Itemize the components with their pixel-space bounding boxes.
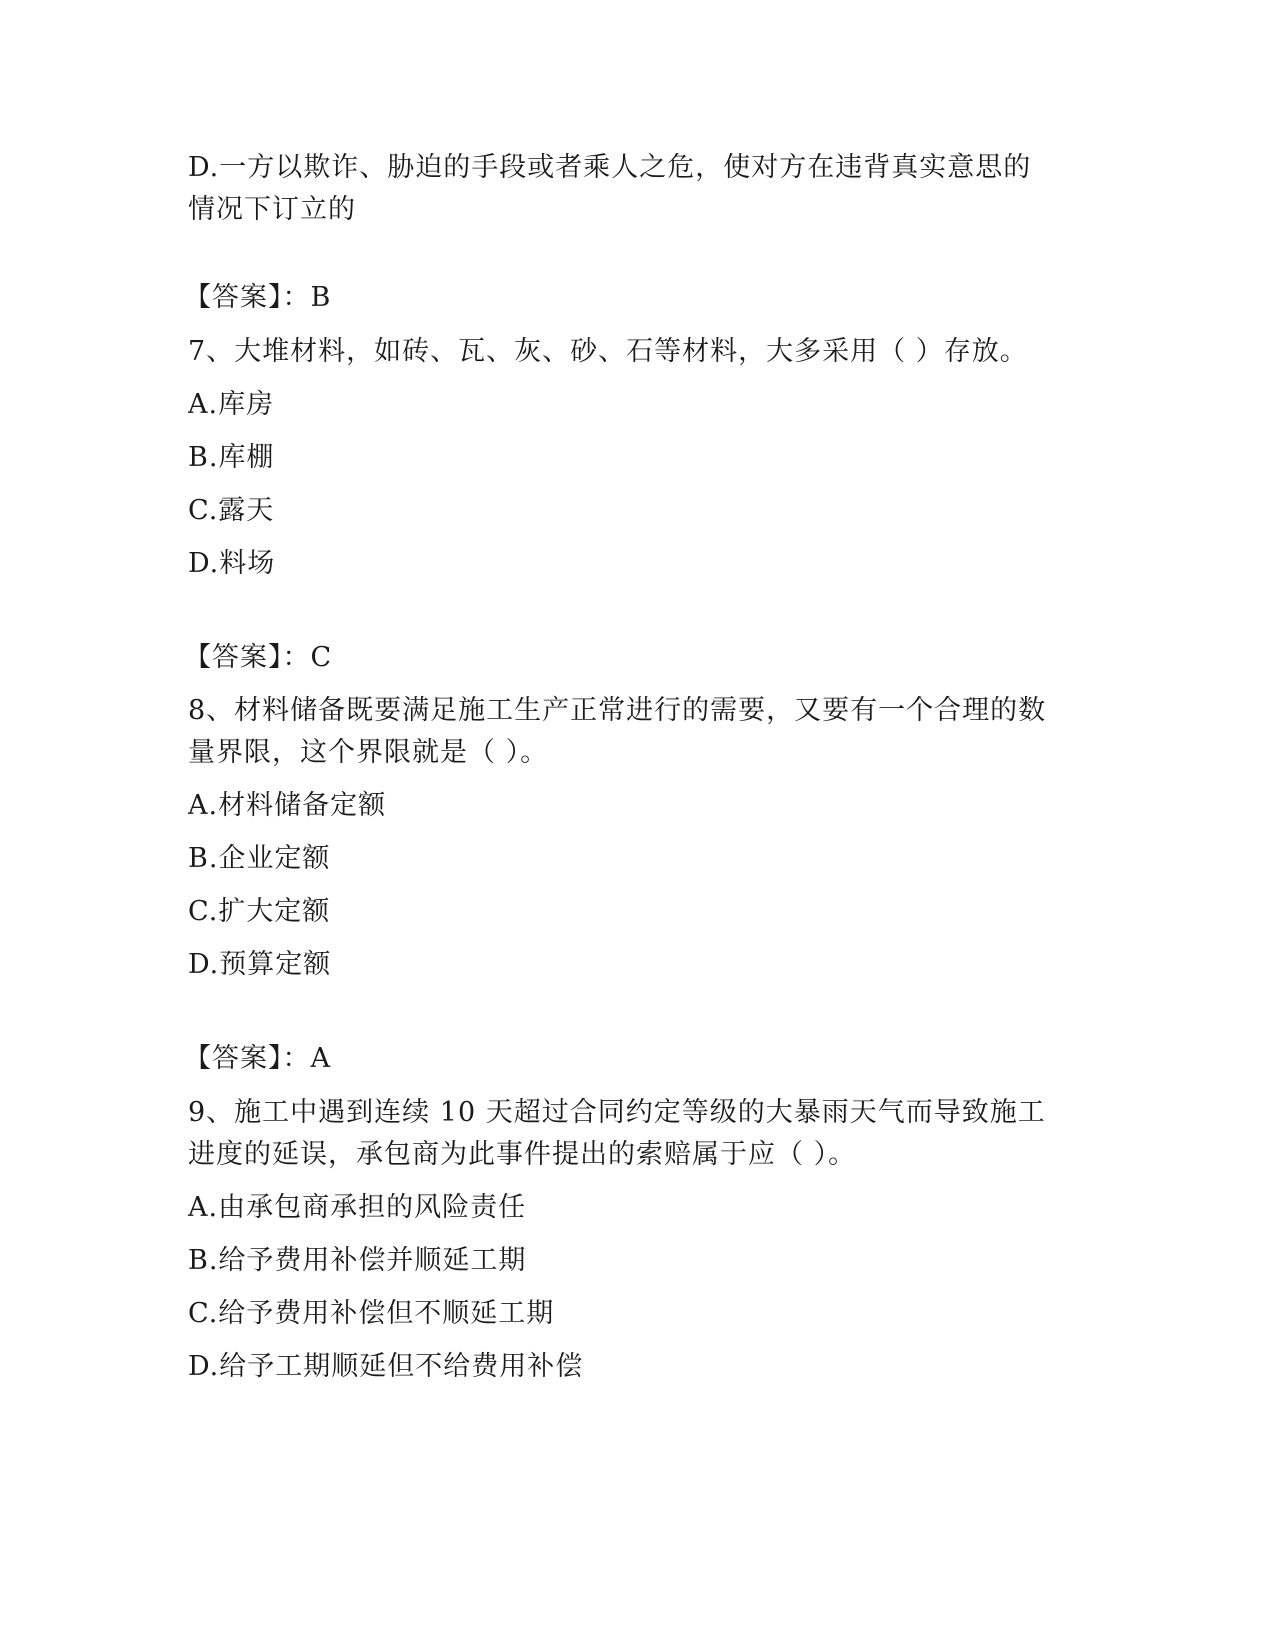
q9-option-d: D.给予工期顺延但不给费用补偿 [188, 1351, 584, 1382]
q8-option-a: A.材料储备定额 [188, 790, 387, 821]
q7-option-a: A.库房 [188, 389, 275, 420]
q8-answer: 【答案】：A [184, 1043, 331, 1074]
q9-option-b: B.给予费用补偿并顺延工期 [188, 1245, 527, 1276]
q7-option-d: D.料场 [188, 548, 276, 579]
q9-stem-line1: 9、施工中遇到连续 10 天超过合同约定等级的大暴雨天气而导致施工 [188, 1097, 1046, 1128]
q9-option-a: A.由承包商承担的风险责任 [188, 1192, 527, 1223]
q8-option-c: C.扩大定额 [188, 896, 331, 927]
q8-stem-line1: 8、材料储备既要满足施工生产正常进行的需要，又要有一个合理的数 [188, 695, 1047, 726]
q8-stem-line2: 量界限，这个界限就是（ ）。 [188, 737, 549, 768]
q7-option-b: B.库棚 [188, 442, 275, 473]
q6-option-d-line1: D.一方以欺诈、胁迫的手段或者乘人之危，使对方在违背真实意思的 [188, 152, 1032, 183]
q6-option-d-line2: 情况下订立的 [188, 194, 356, 225]
q8-option-b: B.企业定额 [188, 843, 331, 874]
q7-option-c: C.露天 [188, 495, 275, 526]
q9-stem-line2: 进度的延误，承包商为此事件提出的索赔属于应（ ）。 [188, 1139, 857, 1170]
q7-answer: 【答案】：C [184, 642, 333, 673]
q6-answer: 【答案】：B [184, 282, 332, 313]
q7-stem: 7、大堆材料，如砖、瓦、灰、砂、石等材料，大多采用（ ）存放。 [188, 336, 1028, 367]
q8-option-d: D.预算定额 [188, 949, 332, 980]
q9-option-c: C.给予费用补偿但不顺延工期 [188, 1298, 555, 1329]
